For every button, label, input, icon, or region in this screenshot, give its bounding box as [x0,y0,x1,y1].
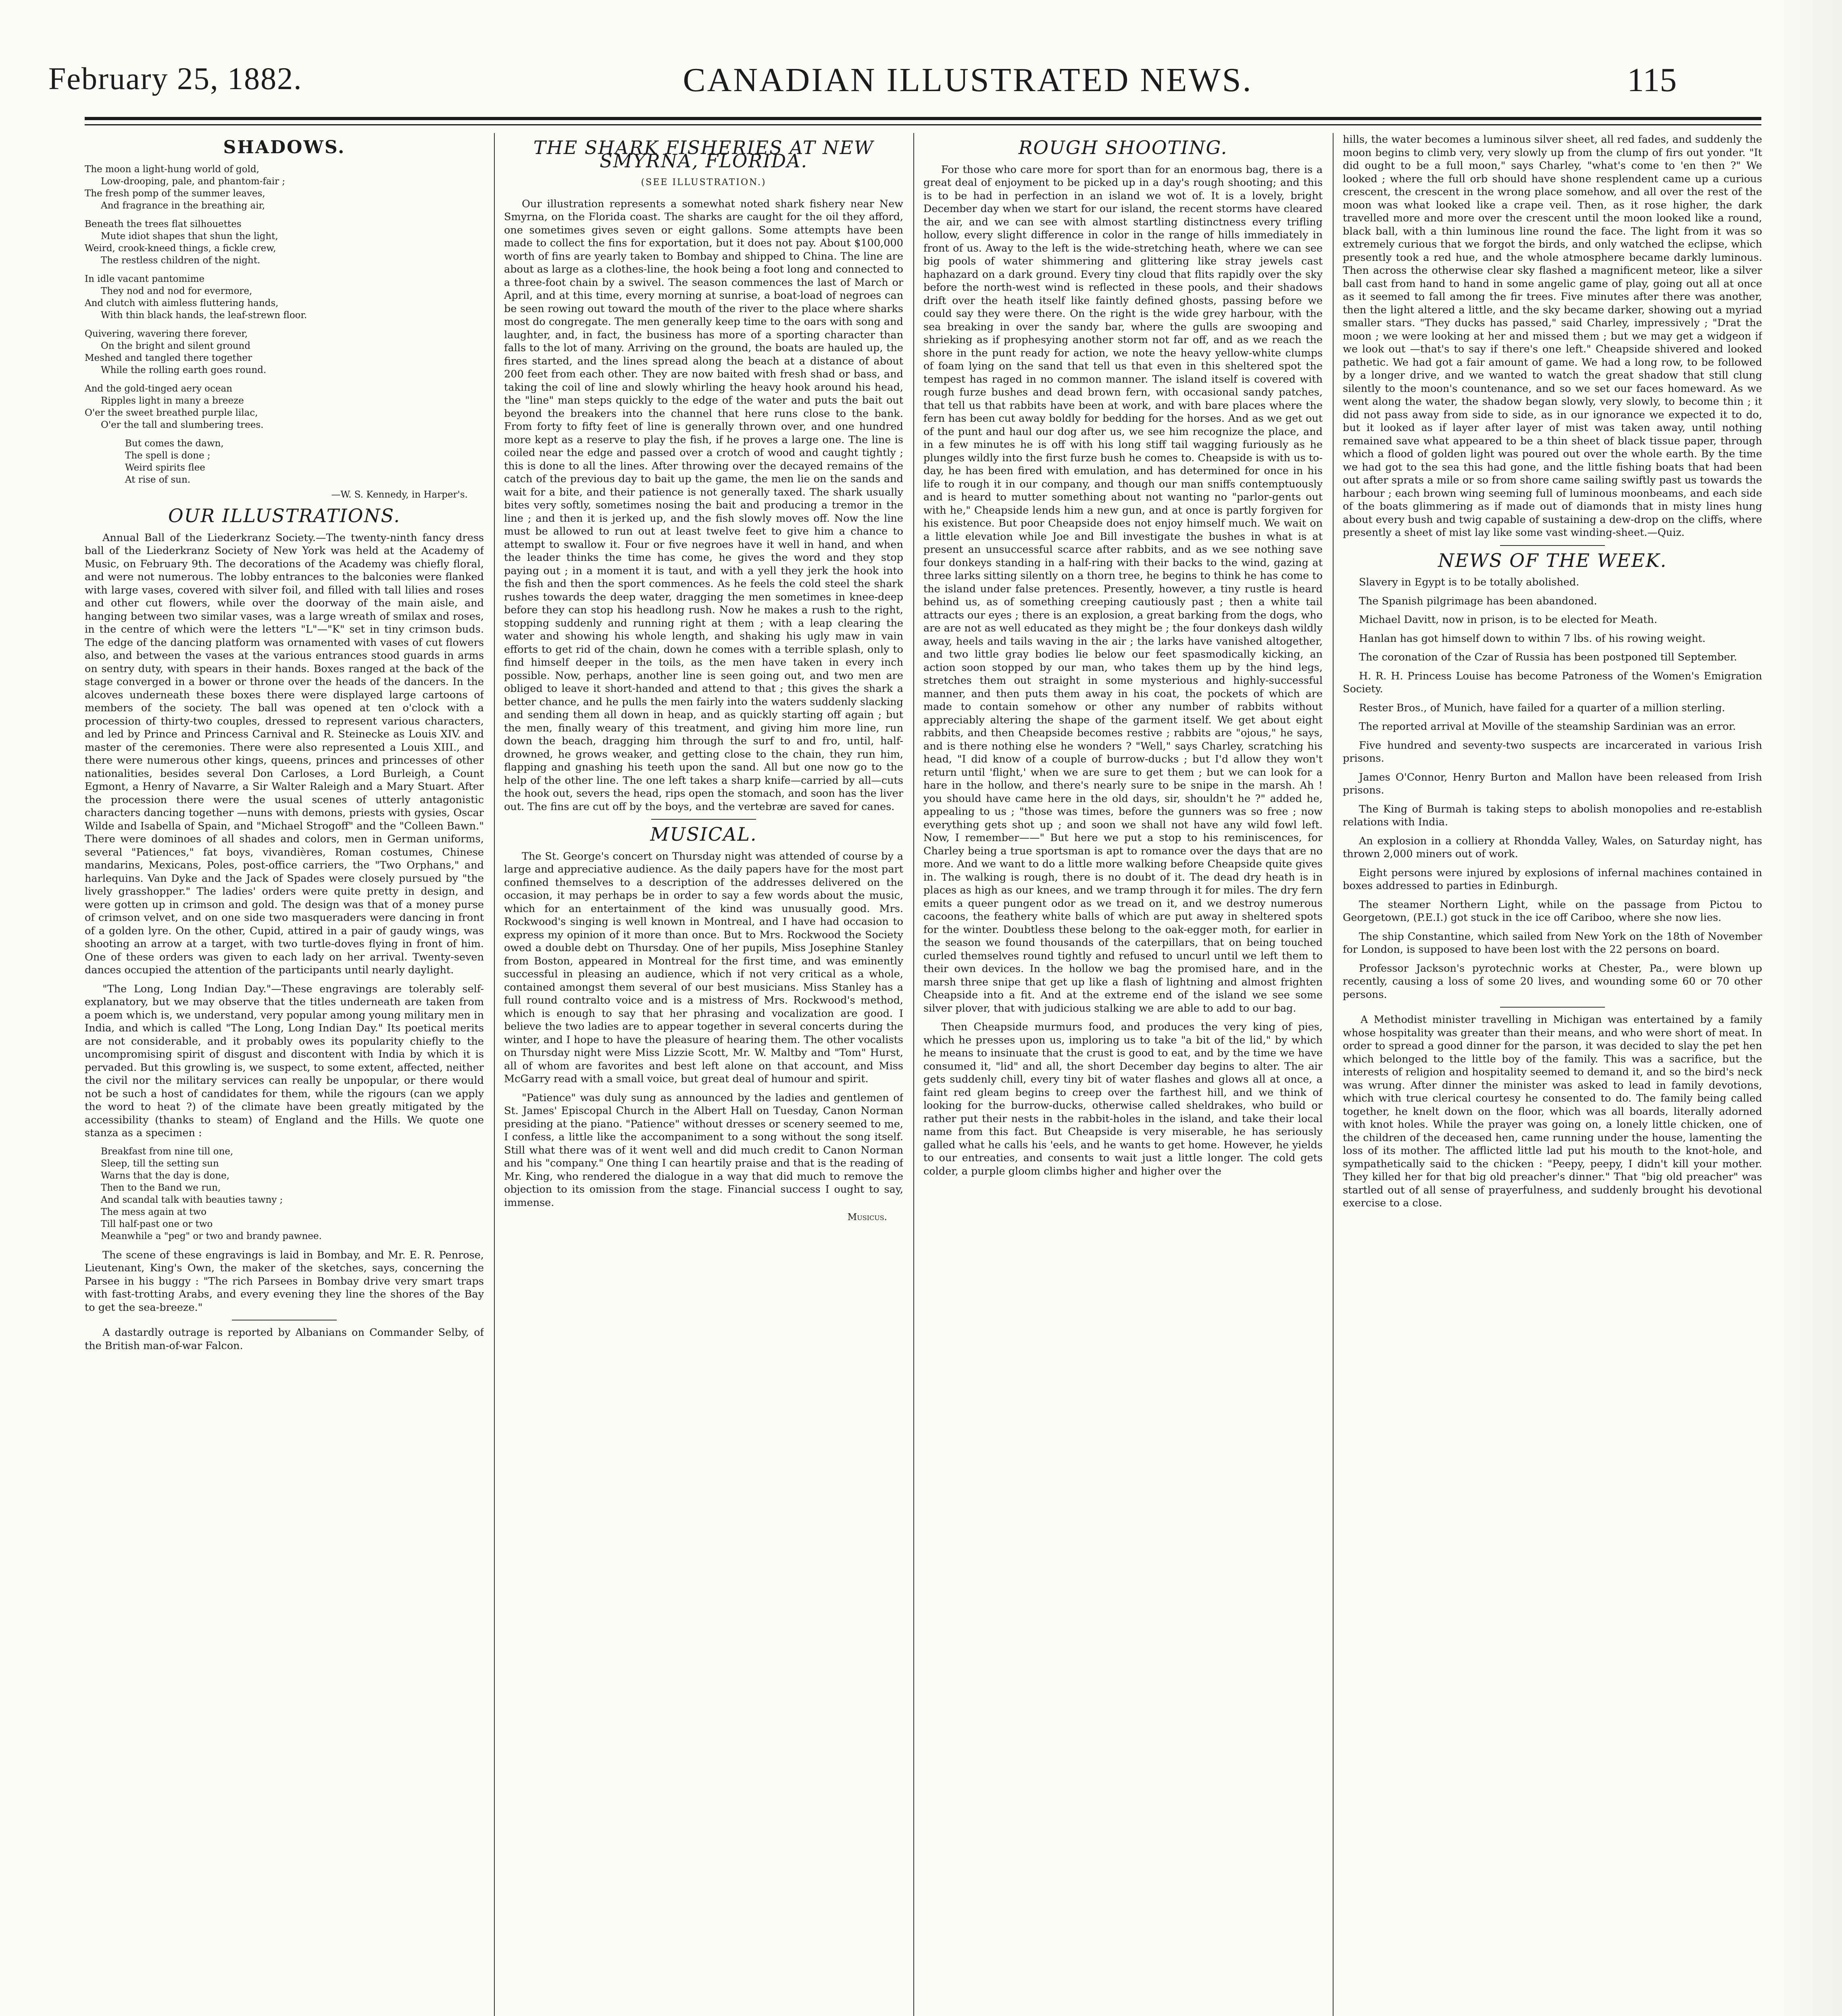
news-item: The coronation of the Czar of Russia has been postponed till September. [1359,651,1737,663]
poem-shadows [85,163,484,486]
news-item: The Spanish pilgrimage has been abandoned. [1359,595,1597,607]
masthead-rule [85,117,1761,125]
section-title-our-illustrations: OUR ILLUSTRATIONS. [168,505,401,527]
section-rule [651,819,756,820]
paragraph: Annual Ball of the Liederkranz Society.—The twenty-ninth fancy dress ball of the Liederkranz Society of New York was held at the Academy of Music, on February 9th. The decorations of the Academy was chiefly floral, and were not numerous. The lobby entrances to the balconies were flanked with large vases, covered with silver foil, and filled with tall lilies and roses and other cut flowers, while over the doorway of the main aisle, and hanging between two similar vases, was a large wreath of smilax and roses, in the centre of which were the letters "L"—"K" set in tiny crimson buds. The edge of the dancing platform was ornamented with vases of cut flowers also, and between the vases at the various entrances stood guards in arms on sentry duty, with spears in their hands. Boxes ranged at the back of the stage converged in a bower or throne over the heads of the dancers. In the alcoves underneath these boxes there were displayed large cartoons of members of the society. The ball was opened at ten o'clock with a procession of thirty-two couples, dressed to represent various characters, and led by Prince and Princess Carnival and R. Steinecke as Louis XIV. and master of the ceremonies. There were also represented a Louis XIII., and there were numerous other kings, queens, princes and princesses of other nationalities, besides several Don Carloses, a Lord Burleigh, a Count Egmont, a Henry of Navarre, a Sir Walter Raleigh and a Mary Stuart. After the procession there were the usual scenes of utterly antagonistic characters dancing together —nuns with demons, priests with gysies, Oscar Wilde and Isabella of Spain, and "Michael Strogoff" and the "Colleen Bawn." There were dominoes of all shades and colors, men in German uniforms, several "Patiences," fat boys, vivandières, Roman costumes, Chinese mandarins, Mexicans, Poles, post-office carriers, the "Two Orphans," and harlequins. Van Dyke and the Jack of Spades were closely pursued by "the lively grasshopper." The ladies' orders were quite pretty in design, and were gotten up in crimson and gold. The design was that of a money purse of crimson velvet, and on one side two masqueraders were dancing in front of a golden lyre. On the other, Cupid, attired in a pair of gaudy wings, was shooting an arrow at a target, with two turtle-doves flying in front of him. One of these orders was given to each lady on her arrival. Twenty-seven dances occupied the attention of the participants until nearly daylight. [85,531,484,976]
newspaper-title: CANADIAN ILLUSTRATED NEWS. [683,61,1253,99]
verse-line: Till half-past one or two [101,1218,213,1229]
poem-line: With thin black hands, the leaf-strewn floor. [101,310,307,321]
poem-line: And the gold-tinged aery ocean [85,383,233,394]
section-rule [1500,1007,1605,1008]
poem-line: In idle vacant pantomime [85,273,205,284]
verse-stanza [85,1145,484,1242]
paragraph: Then Cheapside murmurs food, and produces the very king of pies, which he presses upon us, imploring us to take "a bit of the lid," by which he means to insinuate that the crust is good to eat, and by the time we have consumed it, "lid" and all, the short December day begins to alter. The air gets suddenly chill, every tiny bit of water flashes and glows all at once, a faint red gleam begins to creep over the farthest hill, and we think of looking for the burrow-ducks, otherwise called sheldrakes, who build or rather put their nests in the rabbit-holes in the island, and take their local name from this fact. But Cheapside is very miserable, he has seriously galled what he calls his 'eels, and he wants to get home. However, he yields to our entreaties, and consents to wait just a little longer. The cold gets colder, a purple gloom climbs higher and higher over the [923,1021,1323,1177]
poem-line: While the rolling earth goes round. [101,364,267,375]
page-number: 115 [1627,61,1677,99]
news-item: The King of Burmah is taking steps to abolish monopolies and re-establish relations with India. [1343,803,1762,828]
news-item: Professor Jackson's pyrotechnic works at Chester, Pa., were blown up recently, causing a loss of some 20 lives, and wounding some 60 or 70 other persons. [1343,962,1762,1001]
article-title-shark-fisheries: THE SHARK FISHERIES AT NEW SMYRNA, FLORIDA. [533,137,874,172]
column-divider [913,133,914,2016]
news-item: The steamer Northern Light, while on the passage from Pictou to Georgetown, (P.E.I.) got stuck in the ice off Cariboo, where she now lies. [1343,898,1762,924]
author-signature: Musicus. [847,1212,887,1223]
column-divider [1333,133,1334,2016]
verse-line: The mess again at two [101,1206,207,1217]
paragraph: Our illustration represents a somewhat noted shark fishery near New Smyrna, on the Florida coast. The sharks are caught for the oil they afford, one sometimes gives seven or eight gallons. Some attempts have been made to collect the fins for exportation, but it does not pay. About $100,000 worth of fins are yearly taken to Bombay and shipped to China. The line are about as large as a clothes-line, the hook being a foot long and connected to a three-foot chain by a swivel. The season commences the last of March or April, and at this time, every morning at sunrise, a boat-load of negroes can be seen rowing out toward the mouth of the river to the place where sharks most do congregate. The men generally keep time to the oars with song and laughter, and, in fact, the business has more of a sporting character than falls to the lot of many. Arriving on the ground, the boats are hauled up, the fires started, and the lines spread along the beach at a distance of about 200 feet from each other. They are now baited with fresh shad or bass, and taking the coil of line and slowly whirling the heavy hook around his head, the "line" man steps quickly to the edge of the water and puts the bait out beyond the breakers into the channel that here runs close to the bank. From forty to fifty feet of line is generally thrown over, and one hundred more kept as a reserve to play the fish, if he proves a large one. The line is coiled near the edge and passed over a crotch of wood and caught tightly ; this is done to all the lines. After throwing over the decayed remains of the catch of the previous day to bait up the game, the men lie on the sands and wait for a bite, and their patience is not generally taxed. The shark usually bites very softly, sometimes nosing the bait and producing a tremor in the line ; and then it is jerked up, and the fish slowly moves off. Now the line must be allowed to run out at least twelve feet to give him a chance to attempt to swallow it. Four or five negroes have it well in hand, and when the leader thinks the time has come, he gives the word and they stop paying out ; in a moment it is taut, and with a yell they jerk the hook into the fish and then the sport commences. As he feels the cold steel the shark rushes towards the deep water, dragging the men sometimes in knee-deep before they can stop his headlong rush. Now he makes a rush to the right, stopping suddenly and running right at them ; with a leap clearing the water and showing his whole length, and shaking his ugly maw in vain efforts to get rid of the chain, down he comes with a terrible splash, only to find himself deeper in the toils, as the men have taken in every inch possible. Now, perhaps, another line is seen going out, and two men are obliged to leave it short-handed and attend to that ; this gives the shark a better chance, and he pulls the men fairly into the waters suddenly slacking and sending them all down in heap, and as quickly starting off again ; but the men, finally weary of this treatment, and giving him more line, run down the beach, dragging him through the surf to and fro, until, half-drowned, he grows weaker, and getting close to the chain, they run him, flapping and gnashing his teeth upon the sand. All but one now go to the help of the other line. The one left takes a sharp knife—carried by all—cuts the hook out, severs the head, rips open the stomach, and soon has the liver out. The fins are cut off by the boys, and the vertebræ are saved for canes. [504,198,903,813]
poem-line: O'er the sweet breathed purple lilac, [85,407,258,418]
column-3 [923,133,1323,2016]
news-list [1343,576,1762,1001]
news-item: The reported arrival at Moville of the steamship Sardinian was an error. [1359,721,1736,733]
poem-line: On the bright and silent ground [101,340,251,351]
poem-line: But comes the dawn, [125,438,224,449]
verse-line: Meanwhile a "peg" or two and brandy pawnee. [101,1231,322,1241]
paragraph: hills, the water becomes a luminous silver sheet, all red fades, and suddenly the moon begins to climb very, very slowly up from the clump of firs out yonder. "It did ought to be a full moon," says Charley, "what's come to 'en then ?" We looked ; where the full orb should have shone resplendent came up a curious crescent, the crescent in the wrong place somehow, and all over the rest of the moon was what looked like a crape veil. Then, as it rose higher, the dark travelled more and more over the crescent until the moon looked like a round, black ball, with a thin luminous line round the face. The light from it was so extremely curious that we forgot the birds, and only watched the eclipse, which presently took a red hue, and the whole atmosphere became darkly luminous. Then across the otherwise clear sky flashed a magnificent meteor, like a silver ball cast from hand to hand in some angelic game of play, going out all at once as it seemed to fall among the fir trees. Five minutes after there was another, then the light altered a little, and the sky became darker, showing out a myriad smaller stars. "They ducks has passed," said Charley, impressively ; "Drat the moon ; we were looking at her and missed them ; but we may get a widgeon if we look out —that's to say if there's one left." Cheapside shivered and looked pathetic. We had got a fair amount of game. We had a long row, to be followed by a longer drive, and we wanted to watch the great shadow that still clung silently to the moon's countenance, and so we set our faces homeward. As we went along the water, the shadow began slowly, very slowly, to become thin ; it did not pass away from side to side, as in our ignorance we expected it to do, but it looked as if layer after layer of mist was taken away, until nothing remained save what appeared to be a thin sheet of black tissue paper, through which a flood of golden light was poured out over the whole earth. By the time we had got to the sea this had gone, and the little fishing boats that had been out after sprats a mile or so from shore came sailing swiftly past us towards the harbour ; each brown wing seeming full of luminous moonbeams, and each side of the boats glimmering as if made out of diamonds that in misty lines hung about every bush and twig capable of sustaining a dew-drop on the cliffs, where presently a sheet of mist lay like some vast winding-sheet.—Quiz. [1343,133,1762,539]
column-2 [504,133,903,2016]
column-1 [85,133,484,2016]
section-title-news-of-the-week: NEWS OF THE WEEK. [1438,549,1667,571]
section-rule [1500,545,1605,546]
poem-line: The fresh pomp of the summer leaves, [85,188,265,199]
poem-line: The spell is done ; [125,450,210,461]
paragraph: "Patience" was duly sung as announced by the ladies and gentlemen of St. James' Episcopal Church in the Albert Hall on Tuesday, Canon Norman presiding at the piano. "Patience" without dresses or scenery seemed to me, I confess, a little like the accompaniment to a song without the song itself. Still what there was of it went well and did much credit to Canon Norman and his "company." One thing I can heartily praise and that is the reading of Mr. King, who rendered the dialogue in a way that did much to remove the objection to its omission from the stage. Financial success I ought to say, immense. [504,1091,903,1209]
issue-date: February 25, 1882. [48,61,302,96]
paragraph: For those who care more for sport than for an enormous bag, there is a great deal of enjoyment to be picked up in a day's rough shooting; and this is to be had in perfection in an island we wot of. It is a lovely, bright December day when we start for our island, the recent storms have cleared the air, and we can see with almost startling distinctness every trifling hollow, every slight difference in color in the range of hills immediately in front of us. Away to the left is the wide-stretching heath, where we can see big pools of water shimmering and glittering like stray jewels cast haphazard on a dark ground. Every tiny cloud that flits rapidly over the sky before the north-west wind is reflected in these pools, and their shadows drift over the heath itself like faintly defined ghosts, passing before we could say they were there. On the right is the wide grey harbour, with the sea breaking in over the sandy bar, where the gulls are swooping and shrieking as if prophesying another storm not far off, and as we reach the shore in the punt ready for action, we note the heavy yellow-white clumps of foam lying on the sand that tell us that even in this sheltered spot the tempest has raged in no common manner. The island itself is covered with rough furze bushes and dead brown fern, with occasional sandy patches, that tell us that rabbits have been at work, and with bare places where the fern has been cut away boldly for bedding for the horses. And as we get out of the punt and haul our dog after us, we see him recognize the place, and in a few minutes he is off with his long stiff tail wagging furiously as he plunges wildly into the first furze bush he comes to. Cheapside is with us to-day, he has been fired with emulation, and has determined for once in his life to rough it in our company, and though our man sniffs contemptuously and is heard to mutter something about not wanting no "parlor-gents out with he," Cheapside lends him a new gun, and at once is partly forgiven for his existence. But poor Cheapside does not enjoy himself much. We wait on a little elevation while Joe and Bill investigate the bushes in what is at present an unsuccessful scarce after rabbits, and as we see nothing save four donkeys standing in a half-ring with their backs to the wind, gazing at three larks sitting silently on a thorn tree, he begins to think he has come to the island under false pretences. Presently, however, a tiny rustle is heard behind us, as of something creeping cautiously past ; then a white tail attracts our eyes ; there is an explosion, a great barking from the dogs, who are are not as well educated as they might be ; the four donkeys dash wildly away, heels and tails waving in the air ; the larks have vanished altogether, and two little gray bodies lie below our feet spasmodically kicking, an action soon stopped by our man, who takes them up by the hind legs, stretches them out straight in some mysterious and highly-successful manner, and then puts them away in his coat, the pockets of which are made to contain somehow or other any number of rabbits without appreciably altering the shape of the garment itself. We get about eight rabbits, and then Cheapside becomes restive ; rabbits are "ojous," he says, and is there nothing else he wonders ? "Well," says Charley, scratching his head, "I did know of a couple of burrow-ducks ; but I'd allow they won't return until 'flight,' when we are sure to get them ; but we can look for a hare in the hollow, and there's nearly sure to be snipe in the marsh. Ah ! you should have came here in the old days, sir, shouldn't he ?" added he, appealing to us ; "those was times, before the gunners was so free ; now everything gets shot up ; and soon we shall not have any wild fowl left. Now, I remember——" But here we put a stop to his reminiscences, for Charley being a true sportsman is apt to romance over the days that are no more. And we want to do a little more walking before Cheapside quite gives in. The walking is rough, there is no doubt of it. The dead dry heath is in places as high as our knees, and we tramp through it for miles. The dry fern emits a queer pungent odor as we tread on it, and we destroy numerous cacoons, the feathery white balls of which are put away in sheltered spots for the winter. Doubtless these belong to the oak-egger moth, for earlier in the season we found thousands of the caterpillars, that on being touched curled themselves round tightly and refused to uncurl until we left them to their own devices. In the hollow we bag the promised hare, and in the marsh three snipe that get up like a flash of lightning and almost frighten Cheapside into a fit. And at the extreme end of the island we see some silver plover, that with judicious stalking we are able to add to our bag. [923,163,1323,1014]
news-item: James O'Connor, Henry Burton and Mallon have been released from Irish prisons. [1343,771,1762,796]
see-illustration-note: (SEE ILLUSTRATION.) [641,177,767,187]
poem-line: The moon a light-hung world of gold, [85,164,260,175]
paragraph: "The Long, Long Indian Day."—These engravings are tolerably self-explanatory, but we may observe that the titles underneath are taken from a poem which is, we understand, very popular among young military men in India, and which is called "The Long, Long Indian Day." Its poetical merits are not considerable, and it probably owes its popularity chiefly to the uncompromising spirit of disgust and discontent with India by which it is pervaded. But this growling is, we suspect, to some extent, affected, neither the civil nor the military services can really be unpopular, or there would not be such a host of candidates for them, while the rigours (can we apply the word to heat ?) of the climate have been greatly mitigated by the accessibility (thanks to steam) of England and the Hills. We quote one stanza as a specimen : [85,983,484,1139]
verse-line: And scandal talk with beauties tawny ; [101,1194,283,1205]
news-item: Hanlan has got himself down to within 7 lbs. of his rowing weight. [1359,632,1706,645]
poem-line: Ripples light in many a breeze [101,395,244,406]
poem-stanza [85,163,484,212]
poem-line: And clutch with aimless fluttering hands, [85,298,279,308]
verse-line: Warns that the day is done, [101,1170,230,1181]
poem-line: They nod and nod for evermore, [101,285,252,296]
poem-line: O'er the tall and slumbering trees. [101,419,264,430]
poem-line: Beneath the trees flat silhouettes [85,219,242,229]
article-title-rough-shooting: ROUGH SHOOTING. [1018,137,1228,158]
poem-title: SHADOWS. [223,137,346,158]
news-item: Eight persons were injured by explosions of infernal machines contained in boxes addressed to parties in Edinburgh. [1343,866,1762,892]
poem-line: Quivering, wavering there forever, [85,328,248,339]
column-4 [1343,133,1762,2016]
poem-line: Mute idiot shapes that shun the light, [101,231,278,242]
poem-line: Weird spirits flee [125,462,205,473]
poem-stanza [85,218,484,267]
poem-attribution: —W. S. Kennedy, in Harper's. [331,489,468,500]
news-item: The ship Constantine, which sailed from New York on the 18th of November for London, is supposed to have been lost with the 22 persons on board. [1343,930,1762,956]
news-item: Michael Davitt, now in prison, is to be elected for Meath. [1359,614,1657,626]
poem-stanza [85,437,484,486]
page-edge-shadow [1773,0,1842,2016]
verse-line: Sleep, till the setting sun [101,1158,219,1169]
section-title-musical: MUSICAL. [650,823,757,845]
poem-line: Meshed and tangled there together [85,352,252,363]
news-item: Five hundred and seventy-two suspects are incarcerated in various Irish prisons. [1343,739,1762,764]
paragraph: The scene of these engravings is laid in Bombay, and Mr. E. R. Penrose, Lieutenant, King's Own, the maker of the sketches, says, concerning the Parsee in his buggy : "The rich Parsees in Bombay drive very smart traps with fast-trotting Arabs, and every evening they line the shores of the Bay to get the sea-breeze." [85,1249,484,1314]
paragraph: The St. George's concert on Thursday night was attended of course by a large and appreciative audience. As the daily papers have for the most part confined themselves to a description of the addresses delivered on the occasion, it may perhaps be in order to say a few words about the music, which for an entertainment of the kind was unusually good. Mrs. Rockwood's singing is well known in Montreal, and I have had occasion to express my opinion of it more than once. But to Mrs. Rockwood the Society owed a double debt on Thursday. One of her pupils, Miss Josephine Stanley from Boston, appeared in Montreal for the first time, and was eminently successful in pleasing an audience, which if not very critical as a whole, contained amongst them several of our best musicians. Miss Stanley has a full round contralto voice and is a mistress of Mrs. Rockwood's method, which is enough to say that her phrasing and vocalization are good. I believe the two ladies are to appear together in several concerts during the winter, and I hope to have the pleasure of hearing them. The other vocalists on Thursday night were Miss Lizzie Scott, Mr. W. Maltby and "Tom" Hurst, all of whom are favorites and best left alone on that account, and Miss McGarry read with a small voice, but great deal of humour and spirit. [504,850,903,1085]
news-item: Slavery in Egypt is to be totally abolished. [1359,576,1579,588]
poem-line: Low-drooping, pale, and phantom-fair ; [101,176,285,187]
poem-line: Weird, crook-kneed things, a fickle crew, [85,243,276,254]
poem-stanza [85,328,484,376]
news-item: Rester Bros., of Munich, have failed for a quarter of a million sterling. [1359,702,1725,714]
poem-line: And fragrance in the breathing air, [101,200,265,211]
verse-line: Then to the Band we run, [101,1182,221,1193]
poem-stanza [85,273,484,321]
poem-stanza [85,383,484,431]
column-divider [494,133,495,2016]
poem-line: The restless children of the night. [101,255,260,266]
poem-line: At rise of sun. [125,474,191,485]
paragraph: A dastardly outrage is reported by Albanians on Commander Selby, of the British man-of-war Falcon. [85,1327,484,1352]
news-item: An explosion in a colliery at Rhondda Valley, Wales, on Saturday night, has thrown 2,000 miners out of work. [1343,835,1762,860]
paragraph: A Methodist minister travelling in Michigan was entertained by a family whose hospitality was greater than their means, and who were short of meat. In order to spread a good dinner for the parson, it was decided to slay the pet hen which belonged to the little boy of the family. This was a sacrifice, but the interests of religion and hospitality seemed to demand it, and so the bird's neck was wrung. After dinner the minister was asked to lead in family devotions, which with true clerical courtesy he consented to do. The family being called together, he knelt down on the floor, which was all boards, literally adorned with knot holes. While the prayer was going on, a lonely little chicken, one of the children of the deceased hen, came running under the house, lamenting the loss of its mother. The afflicted little lad put his mouth to the knot-hole, and sympathetically said to the chicken : "Peepy, peepy, I didn't kill your mother. They killed her for that big old preacher's dinner." That "big old preacher" was startled out of all sense of prayerfulness, and suddenly brought his devotional exercise to a close. [1343,1014,1762,1209]
verse-line: Breakfast from nine till one, [101,1146,233,1157]
news-item: H. R. H. Princess Louise has become Patroness of the Women's Emigration Society. [1343,670,1762,695]
